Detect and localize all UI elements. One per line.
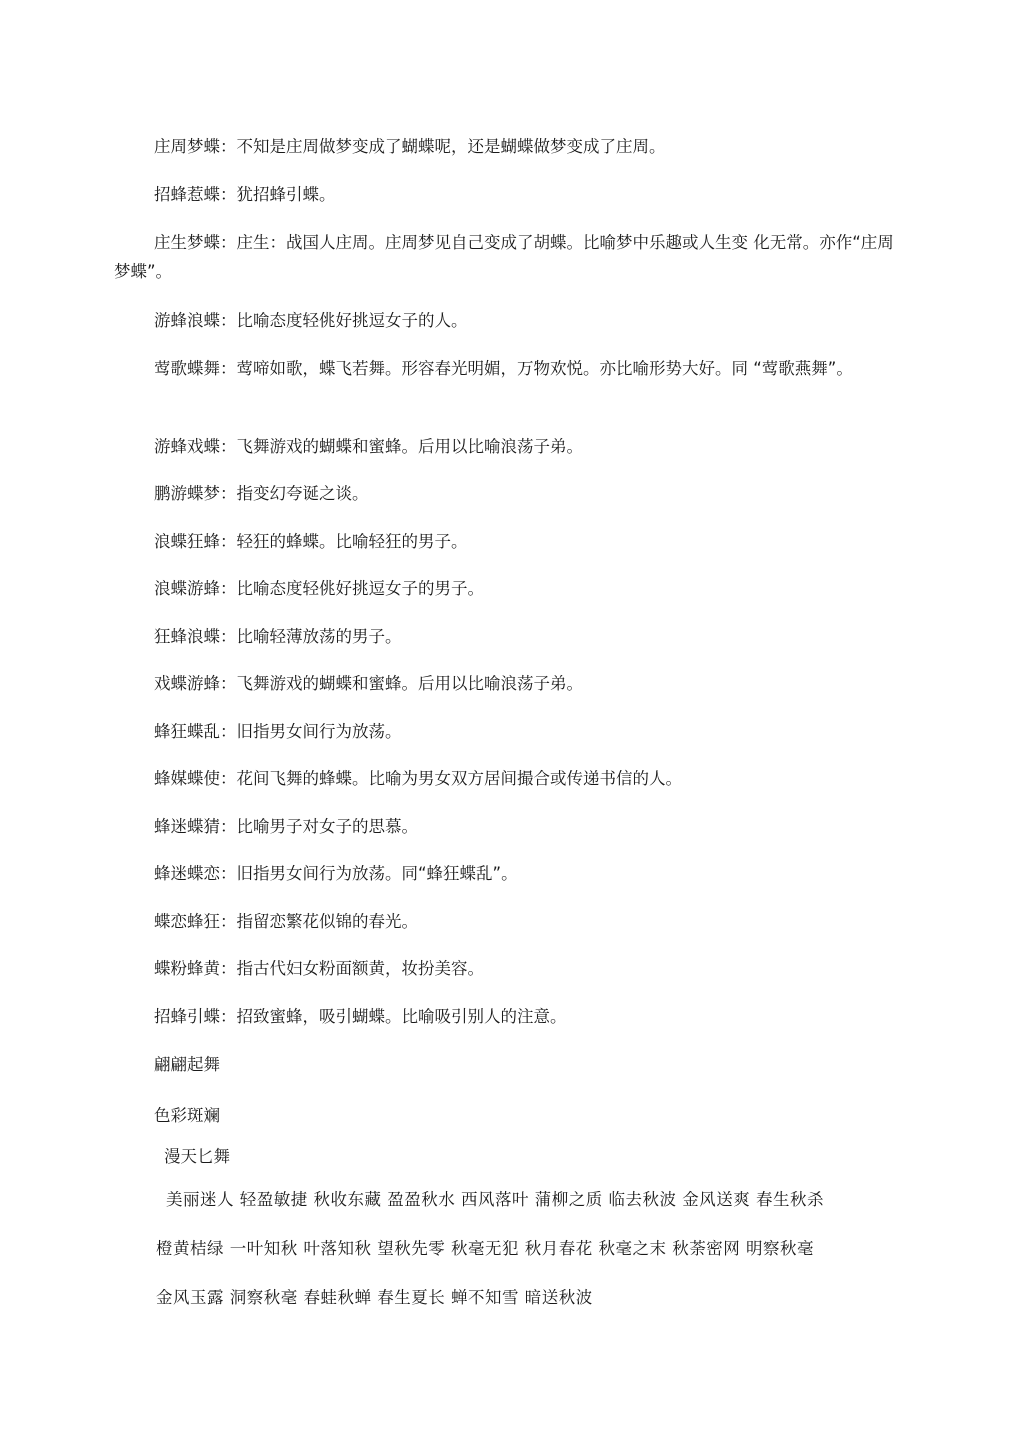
entry-diefen-fenghuang: 蝶粉蜂黄：指古代妇女粉面额黄，妆扮美容。 bbox=[154, 959, 484, 978]
word-row-3: 金风玉露 洞察秋毫 春蛙秋蝉 春生夏长 蝉不知雪 暗送秋波 bbox=[156, 1288, 593, 1307]
entry-zhaofeng-yindie: 招蜂引蝶：招致蜜蜂，吸引蝴蝶。比喻吸引别人的注意。 bbox=[154, 1007, 567, 1026]
entry-yingge-diewu bbox=[114, 354, 904, 383]
entry-kuangfeng-langdie: 狂蜂浪蝶：比喻轻薄放荡的男子。 bbox=[154, 627, 402, 646]
word-row-1: 美丽迷人 轻盈敏捷 秋收东藏 盈盈秋水 西风落叶 蒲柳之质 临去秋波 金风送爽 春生秋杀 bbox=[166, 1190, 824, 1209]
entry-langdie-youfeng: 浪蝶游蜂：比喻态度轻佻好挑逗女子的男子。 bbox=[154, 579, 484, 598]
entry-fengmi-diecai: 蜂迷蝶猜：比喻男子对女子的思慕。 bbox=[154, 817, 418, 836]
phrase-secai-banlan: 色彩斑斓 bbox=[154, 1106, 220, 1125]
entry-text: 莺歌蝶舞：莺啼如歌，蝶飞若舞。形容春光明媚，万物欢悦。亦比喻形势大好。同 “莺歌燕舞”。 bbox=[154, 359, 853, 378]
entry-fengmei-dieshi: 蜂媒蝶使：花间飞舞的蜂蝶。比喻为男女双方居间撮合或传递书信的人。 bbox=[154, 769, 682, 788]
entry-youfeng-langdie: 游蜂浪蝶：比喻态度轻佻好挑逗女子的人。 bbox=[154, 311, 468, 330]
entry-langdie-kuangfeng: 浪蝶狂蜂：轻狂的蜂蝶。比喻轻狂的男子。 bbox=[154, 532, 468, 551]
entry-pengyou-diemeng: 鹏游蝶梦：指变幻夸诞之谈。 bbox=[154, 484, 369, 503]
entry-fengkuang-dieluan: 蜂狂蝶乱：旧指男女间行为放荡。 bbox=[154, 722, 402, 741]
phrase-mantian-feiwu: 漫天匕舞 bbox=[164, 1147, 230, 1166]
entry-zhaofeng-re-die: 招蜂惹蝶：犹招蜂引蝶。 bbox=[154, 185, 336, 204]
entry-dielian-fengkuang: 蝶恋蜂狂：指留恋繁花似锦的春光。 bbox=[154, 912, 418, 931]
entry-text: 庄生梦蝶：庄生：战国人庄周。庄周梦见自己变成了胡蝶。比喻梦中乐趣或人生变 化无常。亦作“庄周梦蝶”。 bbox=[114, 233, 894, 281]
entry-fengmi-dielian: 蜂迷蝶恋：旧指男女间行为放荡。同“蜂狂蝶乱”。 bbox=[154, 864, 518, 883]
word-row-2: 橙黄桔绿 一叶知秋 叶落知秋 望秋先零 秋毫无犯 秋月春花 秋毫之末 秋荼密网 明察秋毫 bbox=[156, 1239, 814, 1258]
entry-youfeng-xidie: 游蜂戏蝶：飞舞游戏的蝴蝶和蜜蜂。后用以比喻浪荡子弟。 bbox=[154, 437, 583, 456]
entry-zhuangsheng-mengdie bbox=[114, 228, 904, 286]
phrase-pianpian-qiwu: 翩翩起舞 bbox=[154, 1055, 220, 1074]
entry-xidie-youfeng: 戏蝶游蜂：飞舞游戏的蝴蝶和蜜蜂。后用以比喻浪荡子弟。 bbox=[154, 674, 583, 693]
entry-zhuangzhou-mengdie: 庄周梦蝶：不知是庄周做梦变成了蝴蝶呢，还是蝴蝶做梦变成了庄周。 bbox=[154, 137, 666, 156]
